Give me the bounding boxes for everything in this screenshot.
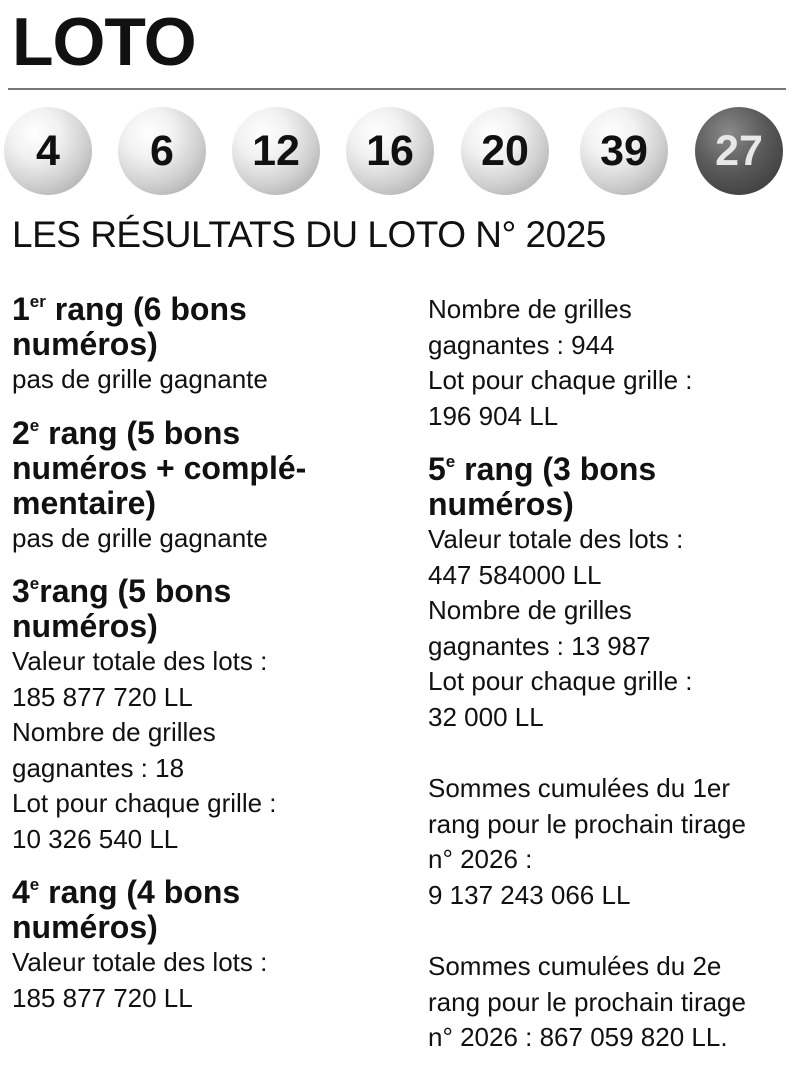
- rank-4-total-label: Valeur totale des lots :: [12, 947, 268, 977]
- jackpot-second-line-3: n° 2026 : 867 059 820 LL.: [428, 1022, 728, 1052]
- rank-5-block: [428, 452, 800, 735]
- page-title: LOTO: [12, 4, 196, 80]
- results-column-left: [12, 292, 412, 1016]
- rank-3-ordinal: 3: [12, 573, 30, 609]
- rank-1-suffix: er: [29, 292, 46, 311]
- jackpot-first-line-3: n° 2026 :: [428, 844, 533, 874]
- rank-5-total-label: Valeur totale des lots :: [428, 524, 684, 554]
- rank-5-ordinal: 5: [428, 451, 446, 487]
- jackpot-second-line-1: Sommes cumulées du 2e: [428, 951, 722, 981]
- rank-3-per-grid-value: 10 326 540 LL: [12, 823, 179, 854]
- jackpot-second-rank: [428, 949, 800, 1056]
- rank-2-suffix: e: [29, 415, 40, 435]
- rank-1-heading: [12, 292, 412, 327]
- results-title: LES RÉSULTATS DU LOTO N° 2025: [12, 214, 606, 255]
- rank-5-heading: [428, 452, 800, 487]
- rank-3-total-label: Valeur totale des lots :: [12, 646, 268, 676]
- drawn-numbers: [0, 107, 800, 197]
- rank-2-heading-line-3: mentaire): [12, 484, 157, 521]
- rank-3-heading: [12, 574, 412, 609]
- rank-5-grids-label: Nombre de grilles: [428, 595, 632, 625]
- rank-1-ordinal: 1: [12, 291, 30, 327]
- rank-2-heading-line-1: rang (5 bons: [39, 414, 241, 451]
- rank-2-block: [12, 416, 412, 557]
- rank-4-per-grid-value: 196 904 LL: [428, 400, 559, 431]
- rank-4-block-continued: [428, 292, 800, 434]
- rank-3-per-grid-label: Lot pour chaque grille :: [12, 788, 277, 818]
- rank-4-per-grid-label: Lot pour chaque grille :: [428, 365, 693, 395]
- ball-1: 4: [4, 107, 92, 195]
- rank-2-heading-line-2: numéros + complé-: [12, 449, 307, 486]
- rank-1-heading-line-2: numéros): [12, 326, 158, 362]
- rank-4-heading: [12, 875, 412, 910]
- ball-5: 20: [461, 107, 549, 195]
- header-divider: [8, 88, 786, 90]
- rank-5-heading-line-1: rang (3 bons: [455, 451, 657, 487]
- jackpot-first-amount: 9 137 243 066 LL: [428, 879, 631, 910]
- rank-4-suffix: e: [29, 875, 40, 894]
- results-column-right: [428, 292, 800, 1056]
- rank-3-heading-line-2: numéros): [12, 608, 158, 644]
- rank-2-heading: [12, 416, 412, 451]
- rank-3-block: [12, 574, 412, 857]
- jackpot-first-line-2: rang pour le prochain tirage: [428, 808, 746, 839]
- rank-4-block: [12, 875, 412, 1016]
- ball-2: 6: [118, 107, 206, 195]
- rank-2-status: pas de grille gagnante: [12, 522, 268, 553]
- rank-4-grids-value: gagnantes : 944: [428, 329, 615, 360]
- rank-2-ordinal: 2: [12, 414, 30, 451]
- rank-4-ordinal: 4: [12, 874, 30, 910]
- jackpot-first-line-1: Sommes cumulées du 1er: [428, 773, 731, 803]
- rank-3-suffix: e: [29, 574, 40, 593]
- rank-4-total-value: 185 877 720 LL: [12, 982, 193, 1013]
- rank-1-block: [12, 292, 412, 398]
- rank-4-grids-label: Nombre de grilles: [428, 294, 632, 324]
- rank-4-heading-line-1: rang (4 bons: [39, 874, 241, 910]
- ball-3: 12: [232, 107, 320, 195]
- rank-1-heading-line-1: rang (6 bons: [45, 291, 247, 327]
- ball-complementary: 27: [695, 107, 783, 195]
- rank-3-heading-line-1: rang (5 bons: [39, 573, 232, 609]
- ball-4: 16: [346, 107, 434, 195]
- jackpot-second-line-2: rang pour le prochain tirage: [428, 986, 746, 1017]
- rank-5-grids-value: gagnantes : 13 987: [428, 630, 651, 661]
- jackpot-first-rank: [428, 771, 800, 913]
- rank-3-grids-label: Nombre de grilles: [12, 717, 216, 747]
- rank-5-suffix: e: [445, 452, 456, 471]
- ball-6: 39: [580, 107, 668, 195]
- rank-5-heading-line-2: numéros): [428, 486, 574, 522]
- rank-5-per-grid-label: Lot pour chaque grille :: [428, 666, 693, 696]
- rank-3-grids-value: gagnantes : 18: [12, 752, 185, 783]
- rank-5-per-grid-value: 32 000 LL: [428, 701, 544, 732]
- rank-3-total-value: 185 877 720 LL: [12, 681, 193, 712]
- rank-1-status: pas de grille gagnante: [12, 364, 268, 394]
- rank-5-total-value: 447 584000 LL: [428, 559, 602, 590]
- rank-4-heading-line-2: numéros): [12, 909, 158, 945]
